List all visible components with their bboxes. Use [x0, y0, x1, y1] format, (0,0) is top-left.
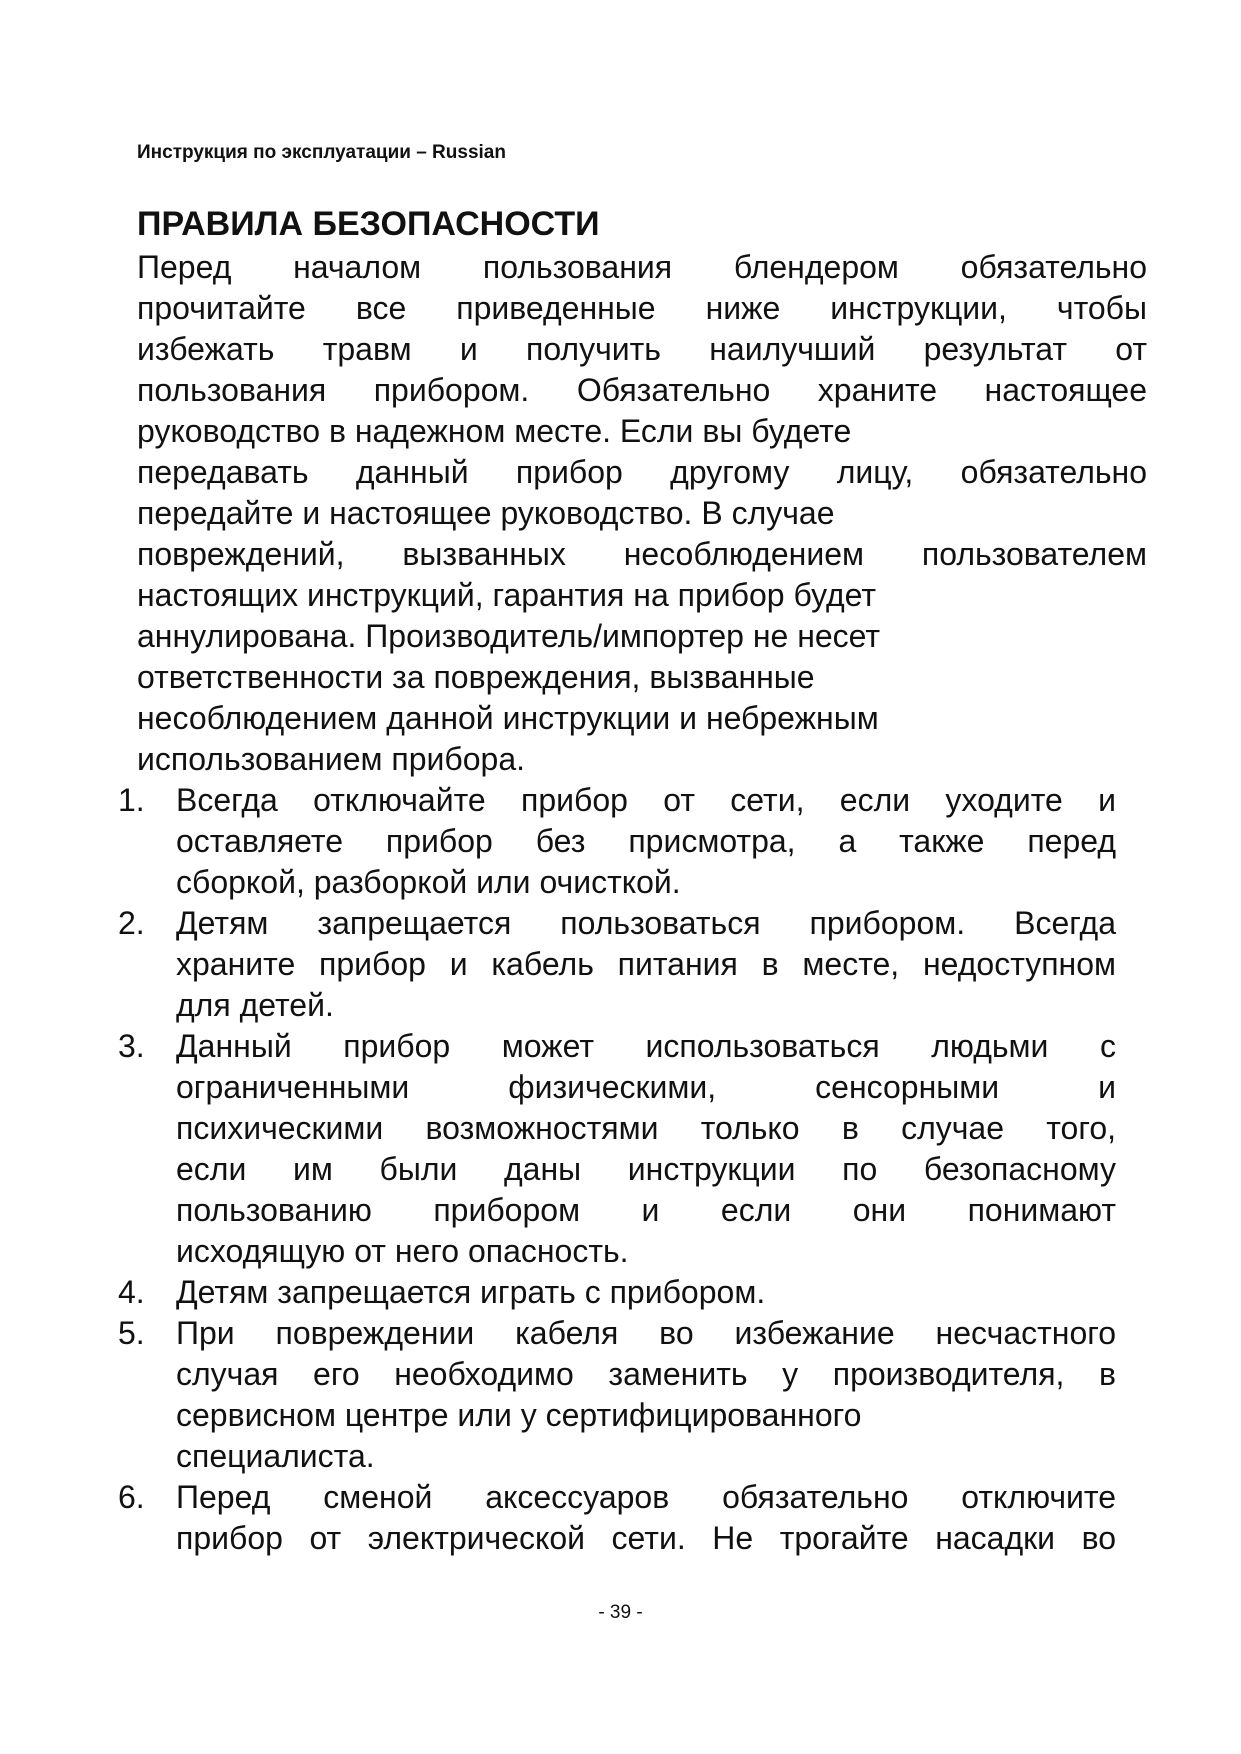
list-item-line: сборкой, разборкой или очисткой. [176, 864, 681, 900]
list-item-line: При повреждении кабеля во избежание несчастного [176, 1315, 1116, 1351]
intro-line: ответственности за повреждения, вызванные [137, 659, 815, 695]
intro-line: несоблюдением данной инструкции и небрежным [137, 700, 879, 736]
list-item-line: храните прибор и кабель питания в месте, недоступном [176, 946, 1116, 982]
list-item-line: исходящую от него опасность. [176, 1233, 629, 1269]
intro-line: передавать данный прибор другому лицу, обязательно [137, 454, 1147, 490]
list-item-line: оставляете прибор без присмотра, а также перед [176, 823, 1116, 859]
list-item-line: случая его необходимо заменить у производителя, в [176, 1356, 1116, 1392]
running-header: Инструкция по эксплуатации – Russian [137, 142, 506, 163]
intro-line: пользования прибором. Обязательно храните настоящее [137, 372, 1147, 408]
intro-line: прочитайте все приведенные ниже инструкции, чтобы [137, 290, 1147, 326]
list-item-number: 1. [118, 782, 145, 818]
list-item-line: для детей. [176, 987, 334, 1023]
list-item-line: Всегда отключайте прибор от сети, если уходите и [176, 782, 1116, 818]
list-item-number: 2. [118, 905, 145, 941]
section-title: ПРАВИЛА БЕЗОПАСНОСТИ [137, 205, 600, 243]
list-item [118, 903, 1118, 1026]
list-item [118, 1026, 1118, 1272]
intro-line: повреждений, вызванных несоблюдением пользователем [137, 536, 1147, 572]
list-item-line: Данный прибор может использоваться людьми с [176, 1028, 1116, 1064]
intro-line: аннулирована. Производитель/импортер не несет [137, 618, 881, 654]
list-item-number: 3. [118, 1028, 145, 1064]
list-item-line: Детям запрещается играть с прибором. [176, 1274, 766, 1310]
intro-paragraph [137, 247, 1147, 780]
list-item-line: сервисном центре или у сертифицированного [176, 1397, 862, 1433]
list-item-line: прибор от электрической сети. Не трогайте насадки во [176, 1520, 1116, 1556]
list-item-line: психическими возможностями только в случае того, [176, 1110, 1116, 1146]
intro-line: использованием прибора. [137, 741, 526, 777]
list-item [118, 1313, 1118, 1477]
list-item [118, 780, 1118, 903]
list-item-line: ограниченными физическими, сенсорными и [176, 1069, 1116, 1105]
list-item-line: Перед сменой аксессуаров обязательно отключите [176, 1479, 1116, 1515]
list-item-number: 6. [118, 1479, 145, 1515]
list-item-line: если им были даны инструкции по безопасному [176, 1151, 1116, 1187]
intro-line: передайте и настоящее руководство. В случае [137, 495, 835, 531]
intro-line: избежать травм и получить наилучший результат от [137, 331, 1147, 367]
list-item [118, 1272, 1118, 1313]
intro-line: настоящих инструкций, гарантия на прибор будет [137, 577, 877, 613]
list-item-line: пользованию прибором и если они понимают [176, 1192, 1116, 1228]
list-item-line: специалиста. [176, 1438, 375, 1474]
list-item-number: 4. [118, 1274, 145, 1310]
safety-rules-list [118, 780, 1118, 1559]
intro-line: Перед началом пользования блендером обязательно [137, 249, 1147, 285]
list-item-number: 5. [118, 1315, 145, 1351]
list-item-line: Детям запрещается пользоваться прибором. Всегда [176, 905, 1116, 941]
page-number: - 39 - [598, 1602, 643, 1623]
intro-line: руководство в надежном месте. Если вы будете [137, 413, 852, 449]
list-item [118, 1477, 1118, 1559]
